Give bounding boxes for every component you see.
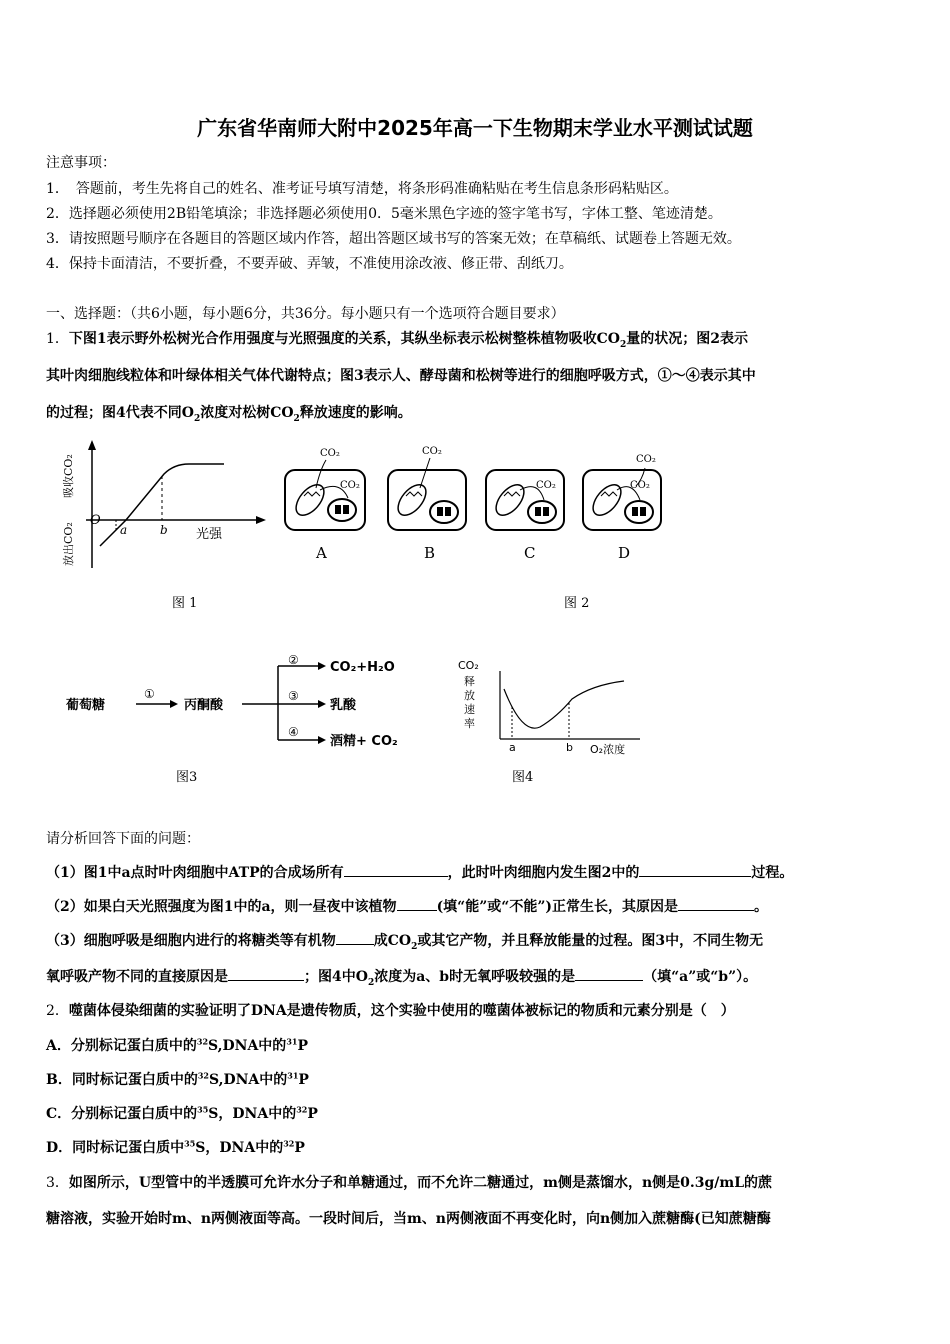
fig3-step2: ②: [288, 653, 299, 667]
fig2-label-C: C: [524, 544, 536, 562]
svg-text:CO₂: CO₂: [630, 480, 650, 491]
fig1-point-b: b: [160, 523, 168, 537]
notice-item: 4．保持卡面清洁，不要折叠，不要弄破、弄皱，不准使用涂改液、修正带、刮纸刀。: [46, 256, 573, 272]
fig1-xlabel: 光强: [196, 527, 223, 542]
fig2-panel-B: [388, 446, 466, 530]
q2-option-D: D．同时标记蛋白质中$^{35}$S，DNA中的$^{32}$P: [46, 1138, 305, 1156]
q1-sub3-cont: 氧呼吸产物不同的直接原因是 ；图4中$O_2$浓度为a、b时无氧呼吸较强的是 （填“a”或“b”）。: [46, 969, 758, 988]
svg-text:CO₂: CO₂: [458, 659, 479, 672]
fig1-ylabel-top: 吸收CO₂: [62, 454, 75, 498]
figure-2: [280, 440, 670, 570]
page-title: 广东省华南师大附中2025年高一下生物期末学业水平测试试题: [197, 116, 753, 140]
fig3-step4: ④: [288, 725, 299, 739]
fig1-point-a: a: [120, 523, 128, 537]
notice-item: 2．选择题必须使用2B铅笔填涂；非选择题必须使用0．5毫米黑色字迹的签字笔书写，字体工整、笔迹清楚。: [46, 206, 722, 222]
svg-text:速: 速: [464, 703, 475, 716]
q2-option-A: A．分别标记蛋白质中的$^{32}$S,DNA中的$^{31}$P: [46, 1036, 308, 1054]
q1-line1: 1．下图1表示野外松树光合作用强度与光照强度的关系，其纵坐标表示松树整株植物吸收$CO_2$量的状况；图2表示: [46, 331, 749, 350]
section-heading: 一、选择题：（共6小题，每小题6分，共36分。每小题只有一个选项符合题目要求）: [46, 306, 565, 322]
fig3-step1: ①: [144, 687, 155, 701]
fig3-step3: ③: [288, 689, 299, 703]
q1-line2: 其叶肉细胞线粒体和叶绿体相关气体代谢特点；图3表示人、酵母菌和松树等进行的细胞呼吸方式，①～④表示其中: [46, 368, 756, 384]
svg-text:CO₂: CO₂: [320, 448, 340, 459]
q3-line2: 糖溶液，实验开始时m、n两侧液面等高。一段时间后，当m、n两侧液面不再变化时，向n侧加入蔗糖酶(已知蔗糖酶: [46, 1211, 771, 1227]
figure-3: [66, 652, 426, 752]
q1-sub1: （1）图1中a点时叶肉细胞中ATP的合成场所有 ，此时叶肉细胞内发生图2中的 过程。: [46, 865, 794, 881]
fig4-xlabel: O₂浓度: [590, 743, 626, 756]
fig4-point-a: a: [509, 741, 516, 754]
notice-item: 1． 答题前，考生先将自己的姓名、准考证号填写清楚，将条形码准确粘贴在考生信息条形码粘贴区。: [46, 181, 678, 197]
fig2-panel-A: [285, 448, 365, 530]
fig1-ylabel-bottom: 放出CO₂: [62, 522, 75, 566]
svg-text:CO₂: CO₂: [536, 480, 556, 491]
notice-heading: 注意事项：: [46, 155, 116, 171]
fig1-caption: 图 1: [172, 596, 198, 611]
q2-option-C: C．分别标记蛋白质中的$^{35}$S，DNA中的$^{32}$P: [46, 1104, 318, 1122]
svg-text:释: 释: [464, 675, 475, 688]
fig4-point-b: b: [566, 741, 573, 754]
svg-text:CO₂: CO₂: [340, 480, 360, 491]
fig3-product2: CO₂+H₂O: [330, 660, 395, 675]
fig4-caption: 图4: [512, 770, 534, 785]
svg-text:CO₂: CO₂: [636, 454, 656, 465]
q3-line1: 3．如图所示，U型管中的半透膜可允许水分子和单糖通过，而不允许二糖通过，m侧是蒸馏水，n侧是0.3g/mL的蔗: [46, 1175, 773, 1191]
fig3-caption: 图3: [176, 770, 198, 785]
fig2-panel-C: [486, 470, 564, 530]
fig2-panel-D: [583, 454, 661, 530]
svg-text:放: 放: [464, 689, 475, 702]
fig3-pyruvate: 丙酮酸: [184, 698, 224, 713]
figure-1: [64, 438, 274, 578]
q1-prompt: 请分析回答下面的问题：: [46, 831, 200, 847]
fig3-product4: 酒精+ CO₂: [330, 734, 398, 749]
svg-text:率: 率: [464, 717, 475, 730]
svg-text:CO₂: CO₂: [422, 446, 442, 457]
q1-line3: 的过程；图4代表不同$O_2$浓度对松树$CO_2$释放速度的影响。: [46, 405, 412, 424]
fig1-origin: O: [90, 513, 101, 528]
fig2-caption: 图 2: [564, 596, 590, 611]
fig2-label-D: D: [618, 544, 631, 562]
q1-sub3: （3）细胞呼吸是细胞内进行的将糖类等有机物 成$CO_2$或其它产物，并且释放能量的过程。图3中，不同生物无: [46, 933, 764, 952]
q2-option-B: B．同时标记蛋白质中的$^{32}$S,DNA中的$^{31}$P: [46, 1070, 309, 1088]
notice-item: 3．请按照题号顺序在各题目的答题区域内作答，超出答题区域书写的答案无效；在草稿纸、试题卷上答题无效。: [46, 231, 741, 247]
q2-stem: 2．噬菌体侵染细菌的实验证明了DNA是遗传物质，这个实验中使用的噬菌体被标记的物质和元素分别是（ ）: [46, 1003, 735, 1019]
fig3-glucose: 葡萄糖: [66, 698, 106, 713]
fig2-label-A: A: [316, 544, 327, 562]
fig2-label-B: B: [424, 544, 436, 562]
figure-4: [452, 655, 652, 760]
q1-sub2: （2）如果白天光照强度为图1中的a，则一昼夜中该植物 (填“能”或“不能”)正常生长，其原因是 。: [46, 899, 769, 915]
fig3-product3: 乳酸: [330, 698, 357, 713]
